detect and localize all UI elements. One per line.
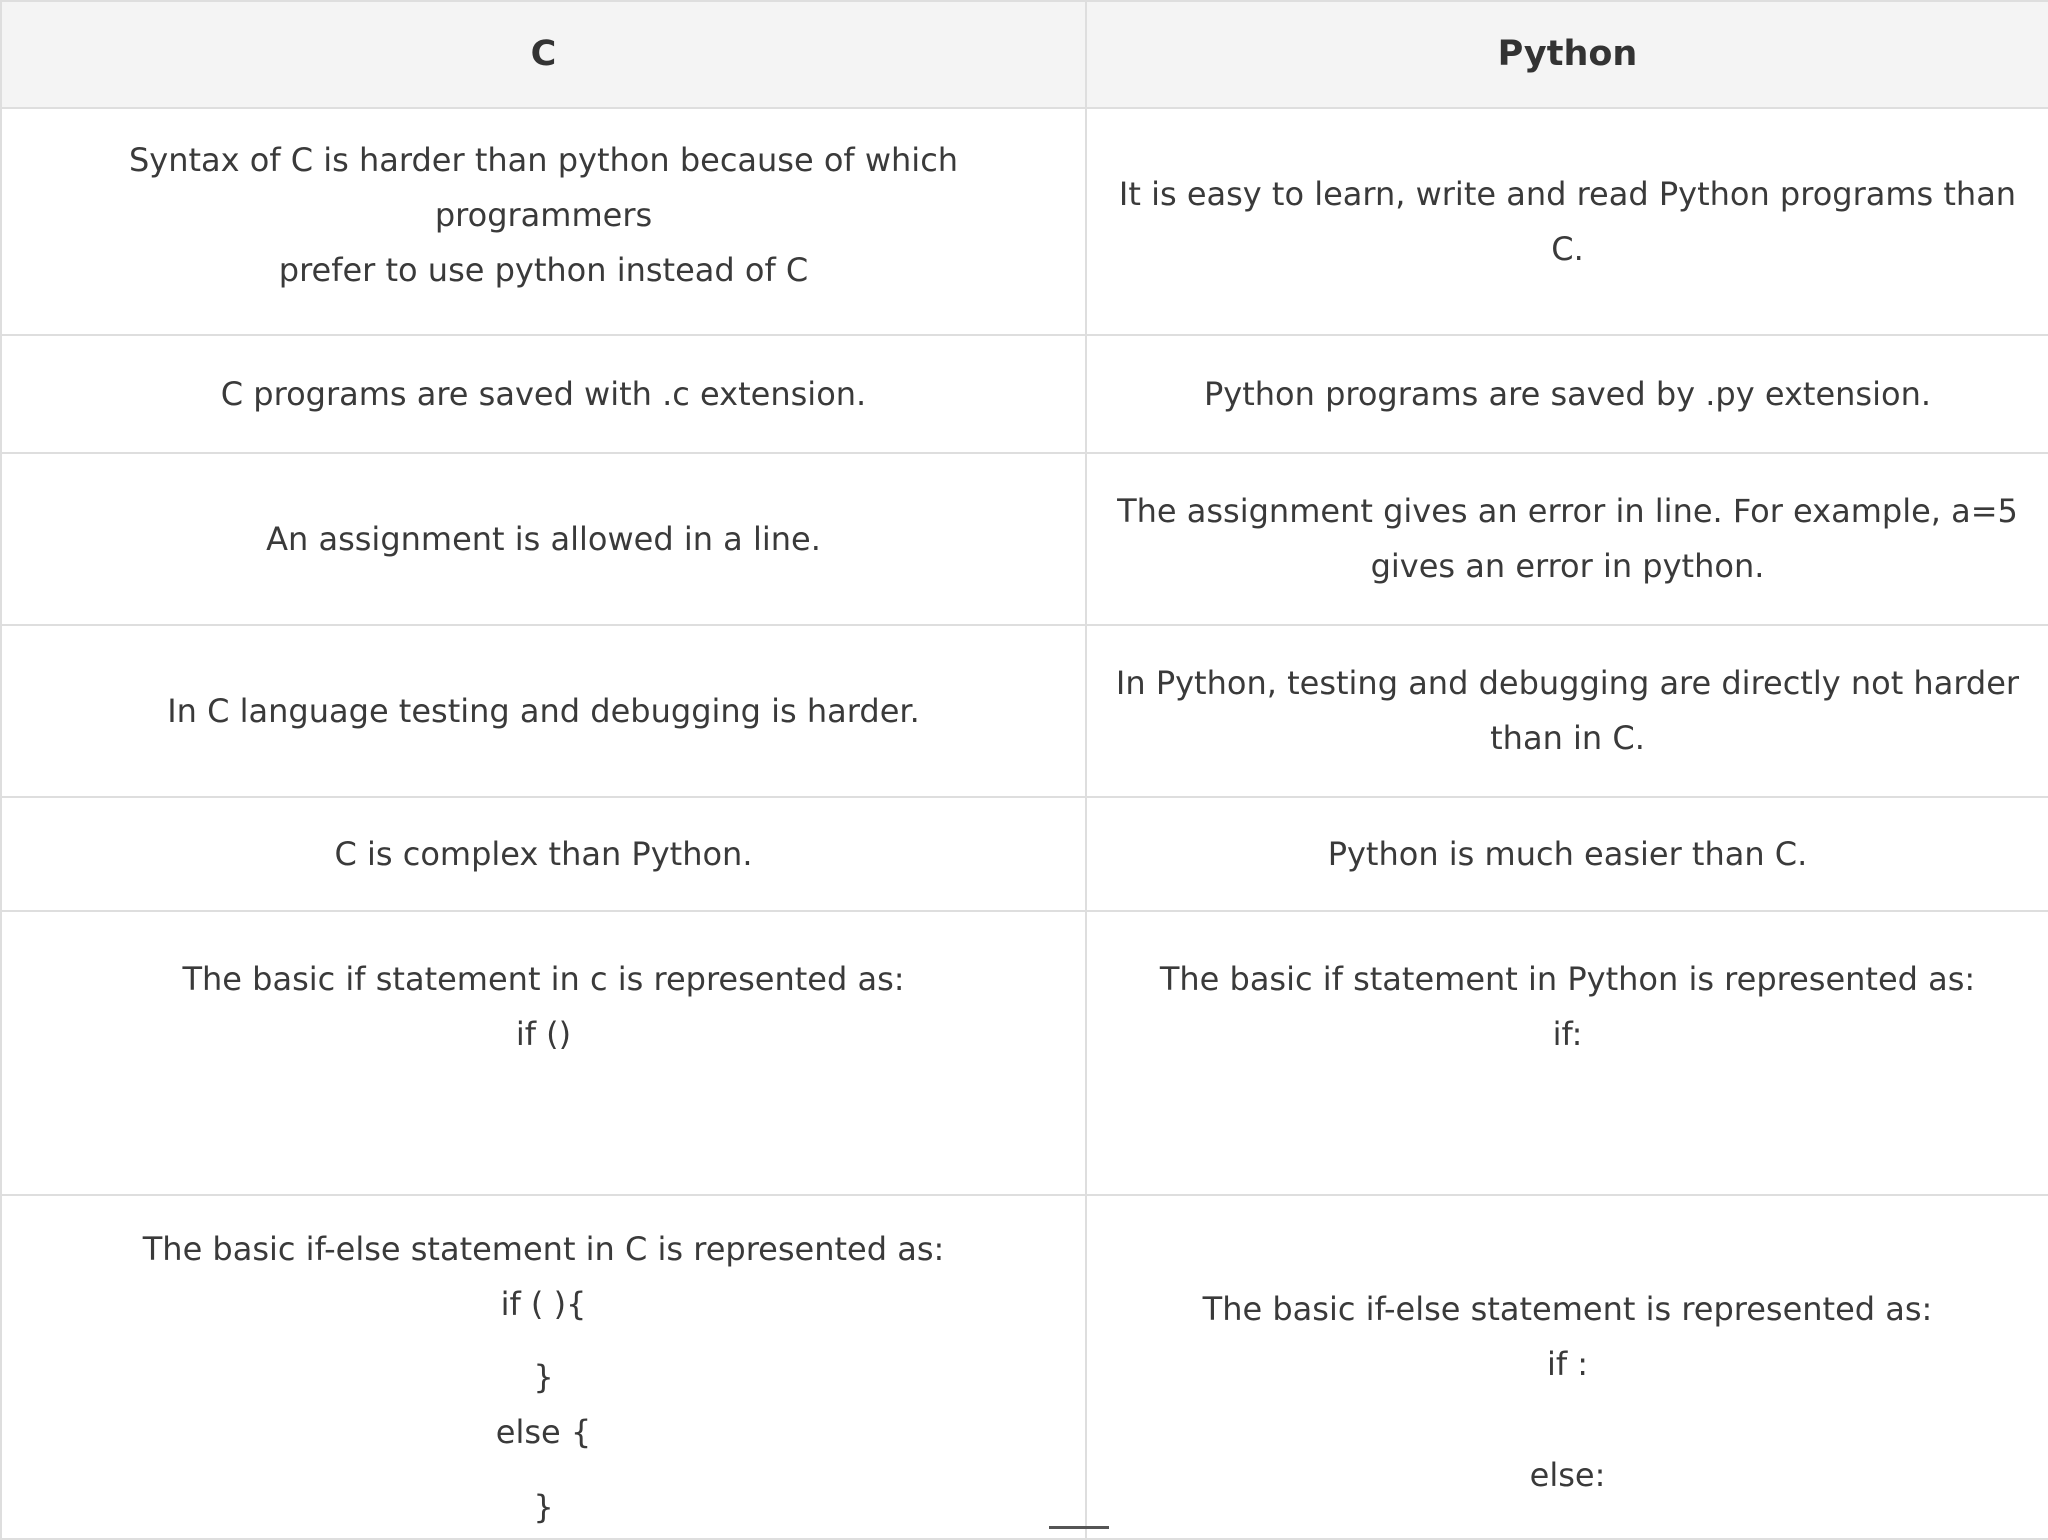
header-row — [1, 1, 2048, 108]
cell-text: The basic if-else statement is represented as: — [1202, 1290, 1933, 1328]
cell-text: In C language testing and debugging is harder. — [167, 691, 920, 730]
c-cell — [1, 108, 1086, 335]
code-line: else: — [1529, 1456, 1606, 1494]
scroll-indicator — [1049, 1526, 1109, 1529]
cell-text: Python programs are saved by .py extension. — [1203, 374, 1932, 413]
cell-text: than in C. — [1490, 719, 1645, 757]
c-cell — [1, 911, 1086, 1195]
python-cell — [1086, 1195, 2048, 1539]
table-row — [1, 911, 2048, 1195]
code-line: else { — [495, 1413, 592, 1451]
cell-text: prefer to use python instead of C — [278, 251, 809, 289]
python-cell — [1086, 625, 2048, 797]
cell-text: Syntax of C is harder than python because of which programmers — [128, 141, 959, 234]
c-cell — [1, 453, 1086, 625]
python-cell — [1086, 911, 2048, 1195]
table-row — [1, 797, 2048, 911]
cell-text: Python is much easier than C. — [1327, 834, 1808, 873]
table-row — [1, 453, 2048, 625]
cell-text: An assignment is allowed in a line. — [266, 519, 821, 558]
code-line: } — [533, 1488, 554, 1526]
cell-text: The basic if-else statement in C is represented as: — [142, 1230, 945, 1268]
header-python: Python — [1086, 1, 2048, 108]
cell-text: C is complex than Python. — [334, 834, 753, 873]
cell-text: It is easy to learn, write and read Python programs than — [1118, 174, 2017, 213]
table-row — [1, 625, 2048, 797]
code-line: } — [533, 1358, 554, 1396]
table-row — [1, 335, 2048, 453]
cell-text: C programs are saved with .c extension. — [220, 374, 867, 413]
code-line: if: — [1552, 1015, 1583, 1053]
python-cell — [1086, 797, 2048, 911]
code-line: if ( ){ — [500, 1285, 587, 1323]
table-row — [1, 1195, 2048, 1539]
code-line: if () — [515, 1015, 572, 1053]
c-cell — [1, 1195, 1086, 1539]
c-cell — [1, 797, 1086, 911]
cell-text: The assignment gives an error in line. For example, a=5 — [1117, 492, 2018, 530]
cell-text: The basic if statement in c is represented as: — [182, 960, 905, 998]
cell-text: The basic if statement in Python is represented as: — [1159, 960, 1976, 998]
c-cell — [1, 335, 1086, 453]
c-cell — [1, 625, 1086, 797]
table-row — [1, 108, 2048, 335]
header-c: C — [1, 1, 1086, 108]
python-cell — [1086, 108, 2048, 335]
python-cell — [1086, 453, 2048, 625]
cell-text: In Python, testing and debugging are directly not harder — [1115, 664, 2020, 702]
cell-text: C. — [1551, 229, 1584, 268]
cell-text: gives an error in python. — [1370, 547, 1765, 585]
python-cell — [1086, 335, 2048, 453]
code-line: if : — [1546, 1345, 1589, 1383]
